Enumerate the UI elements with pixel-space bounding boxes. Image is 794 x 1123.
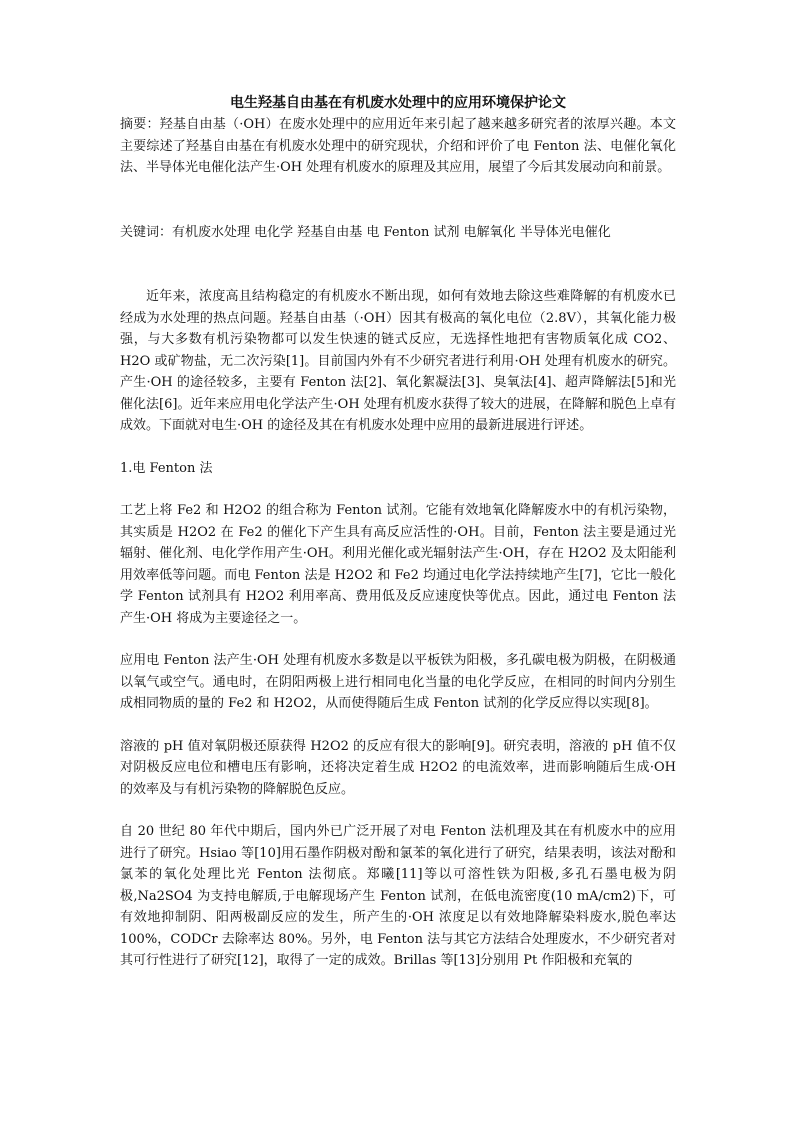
spacer xyxy=(120,715,676,736)
section-heading: 1.电 Fenton 法 xyxy=(120,460,213,476)
intro-paragraph: 近年来，浓度高且结构稳定的有机废水不断出现，如何有效地去除这些难降解的有机废水已经成为水处理的热点问题。羟基自由基（·OH）因其有极高的氧化电位（2.8V），其氧化能力极强，与大多数有机污染物都可以发生快速的链式反应，无选择性地把有害物质氧化成 CO2、H2O 或矿物盐，无二次污染[1]。目前国内外有不少研究者进行利用·OH 处理有机废水的研究。产生·OH 的途径较多，主要有 Fenton 法[2]、氧化絮凝法[3]、臭氧法[4]、超声降解法[5]和光催化法[6]。近年来应用电化学法产生·OH 处理有机废水获得了较大的进展，在降解和脱色上卓有成效。下面就对电生·OH 的途径及其在有机废水处理中应用的最新进展进行评述。 xyxy=(120,289,676,433)
spacer xyxy=(120,437,676,458)
body-paragraph: 自 20 世纪 80 年代中期后，国内外已广泛开展了对电 Fenton 法机理及其在有机废水中的应用进行了研究。Hsiao 等[10]用石墨作阴极对酚和氯苯的氧化进行了研究，结果表明，该法对酚和氯苯的氧化处理比光 Fenton 法彻底。郑曦[11]等以可溶性铁为阳极,多孔石墨电极为阴极,Na2SO4 为支持电解质,于电解现场产生 Fenton 试剂，在低电流密度(10 mA/cm2)下，可有效地抑制阴、阳两极副反应的发生，所产生的·OH 浓度足以有效地降解染料废水,脱色率达 100%，CODCr 去除率达 80%。另外，电 Fenton 法与其它方法结合处理废水，不少研究者对其可行性进行了研究[12]，取得了一定的成效。Brillas 等[13]分别用 Pt 作阳极和充氧的 xyxy=(120,824,676,968)
keywords-line: 关键词：有机废水处理 电化学 羟基自由基 电 Fenton 试剂 电解氧化 半导体光电催化 xyxy=(120,224,611,240)
document-page xyxy=(120,92,676,972)
spacer xyxy=(120,243,676,286)
body-paragraph: 应用电 Fenton 法产生·OH 处理有机废水多数是以平板铁为阳极，多孔碳电极为阴极，在阴极通以氧气或空气。通电时，在阴阳两极上进行相同电化当量的电化学反应，在相同的时间内分别生成相同物质的量的 Fe2 和 H2O2，从而使得随后生成 Fenton 试剂的化学反应得以实现[8]。 xyxy=(120,653,676,711)
abstract-paragraph: 摘要：羟基自由基（·OH）在废水处理中的应用近年来引起了越来越多研究者的浓厚兴趣。本文主要综述了羟基自由基在有机废水处理中的研究现状，介绍和评价了电 Fenton 法、电催化氧化法、半导体光电催化法产生·OH 处理有机废水的原理及其应用，展望了今后其发展动向和前景。 xyxy=(120,117,676,175)
body-paragraph: 溶液的 pH 值对氧阴极还原获得 H2O2 的反应有很大的影响[9]。研究表明，溶液的 pH 值不仅对阴极反应电位和槽电压有影响，还将决定着生成 H2O2 的电流效率，进而影响随后生成·OH 的效率及与有机污染物的降解脱色反应。 xyxy=(120,738,676,797)
spacer xyxy=(120,479,676,500)
spacer xyxy=(120,800,676,821)
paper-title: 电生羟基自由基在有机废水处理中的应用环境保护论文 xyxy=(230,95,566,111)
spacer xyxy=(120,179,676,222)
spacer xyxy=(120,629,676,650)
body-paragraph: 工艺上将 Fe2 和 H2O2 的组合称为 Fenton 试剂。它能有效地氧化降解废水中的有机污染物，其实质是 H2O2 在 Fe2 的催化下产生具有高反应活性的·OH。目前，Fenton 法主要是通过光辐射、催化剂、电化学作用产生·OH。利用光催化或光辐射法产生·OH，存在 H2O2 及太阳能利用效率低等问题。而电 Fenton 法是 H2O2 和 Fe2 均通过电化学法持续地产生[7]，它比一般化学 Fenton 试剂具有 H2O2 利用率高、费用低及反应速度快等优点。因此，通过电 Fenton 法产生·OH 将成为主要途径之一。 xyxy=(120,503,676,626)
